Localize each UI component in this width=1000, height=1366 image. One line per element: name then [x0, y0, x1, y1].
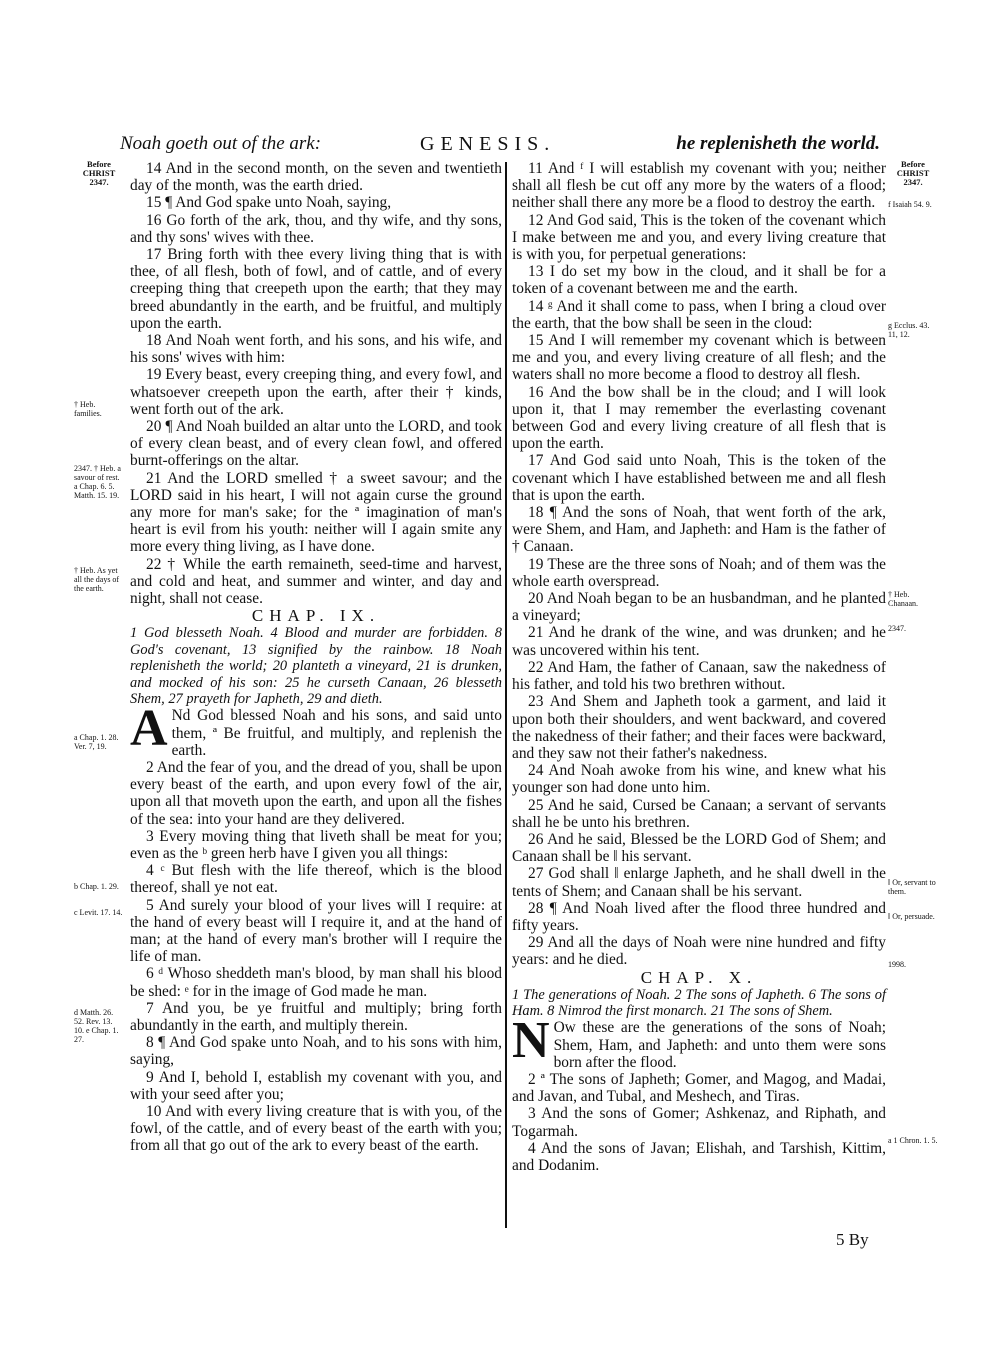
book-title: GENESIS.	[420, 133, 556, 155]
verse: 21 And he drank of the wine, and was drunken; and he was uncovered within his tent.	[512, 624, 886, 659]
verse: 15 And I will remember my covenant which is between me and you, and every living creature of all flesh; and the waters shall no more become a flood to destroy all flesh.	[512, 332, 886, 384]
margin-note: a 1 Chron. 1. 5.	[888, 1136, 938, 1145]
drop-cap: A	[130, 700, 168, 758]
chapter-summary: 1 God blesseth Noah. 4 Blood and murder are forbidden. 8 God's covenant, 13 signified by the rainbow. 18 Noah replenisheth the world; 20 planteth a vineyard, 21 is drunken, and mocked of his son: 25 he curseth Canaan, 26 blesseth Shem, 27 prayeth for Japheth, 29 and dieth.	[130, 625, 502, 707]
chapter-summary: 1 The generations of Noah. 2 The sons of Japheth. 6 The sons of Ham. 8 Nimrod the first monarch. 21 The sons of Shem.	[512, 986, 886, 1019]
verse: 14 ᵍ And it shall come to pass, when I bring a cloud over the earth, that the bow shall be seen in the cloud:	[512, 297, 886, 332]
margin-note: † Heb. families.	[74, 400, 102, 418]
verse: 20 And Noah began to be an husbandman, and he planted a vineyard;	[512, 590, 886, 625]
verse: 16 Go forth of the ark, thou, and thy wife, and thy sons, and thy sons' wives with thee.	[130, 211, 502, 246]
verse-text: Ow these are the generations of the sons of Noah; Shem, Ham, and Japheth: and unto them were sons born after the flood.	[553, 1019, 886, 1071]
header-left: Noah goeth out of the ark:	[120, 133, 322, 154]
margin-note: f Isaiah 54. 9.	[888, 200, 932, 209]
verse: 13 I do set my bow in the cloud, and it shall be for a token of a covenant between me and the earth.	[512, 263, 886, 298]
margin-note: ‖ Or, servant to them.	[888, 878, 936, 896]
margin-note: d Matth. 26. 52. Rev. 13. 10. e Chap. 1. 27.	[74, 1008, 119, 1044]
verse: 15 ¶ And God spake unto Noah, saying,	[146, 194, 392, 212]
verse: 12 And God said, This is the token of the covenant which I make between me and you, and every living creature that is with you, for perpetual generations:	[512, 211, 886, 264]
margin-note: † Heb. As yet all the days of the earth.	[74, 566, 120, 593]
verse: 16 And the bow shall be in the cloud; and I will look upon it, that I may remember the everlasting covenant between God and every living creature of all flesh that is upon the earth.	[512, 383, 886, 453]
margin-note: 2347. † Heb. a savour of rest. a Chap. 6. 5. Matth. 15. 19.	[74, 464, 121, 500]
verse: 18 ¶ And the sons of Noah, that went forth of the ark, were Shem, and Ham, and Japheth: and Ham is the father of † Canaan.	[512, 504, 886, 556]
verse: 20 ¶ And Noah builded an altar unto the LORD, and took of every clean beast, and of every clean fowl, and offered burnt-offerings on the altar.	[130, 418, 502, 470]
verse: 2 ª The sons of Japheth; Gomer, and Magog, and Madai, and Javan, and Tubal, and Meshech, and Tiras.	[512, 1070, 886, 1106]
verse: 27 God shall ‖ enlarge Japheth, and he shall dwell in the tents of Shem; and Canaan shall be his servant.	[512, 865, 886, 900]
margin-note: g Ecclus. 43. 11, 12.	[888, 321, 930, 339]
verse: 5 And surely your blood of your lives will I require: at the hand of every beast will I require it, and at the hand of man; at the hand of every man's brother will I require the life of man.	[130, 896, 502, 966]
margin-note: Before CHRIST 2347.	[896, 159, 930, 187]
verse: 28 ¶ And Noah lived after the flood three hundred and fifty years.	[512, 899, 886, 934]
verse: 23 And Shem and Japheth took a garment, and laid it upon both their shoulders, and went backward, and covered the nakedness of their father; and their faces were backward, and they saw not their father's nakedness.	[512, 693, 886, 762]
margin-note: 1998.	[888, 960, 906, 969]
verse-text: Nd God blessed Noah and his sons, and said unto them, ª Be fruitful, and multiply, and replenish the earth.	[171, 707, 502, 759]
verse: 7 And you, be ye fruitful and multiply; bring forth abundantly in the earth, and multiply therein.	[130, 999, 502, 1034]
verse: 14 And in the second month, on the seven and twentieth day of the month, was the earth dried.	[130, 160, 502, 195]
verse: 2 And the fear of you, and the dread of you, shall be upon every beast of the earth, and upon every fowl of the air, upon all that moveth upon the earth, and upon all the fishes of the sea: into your hand are they delivered.	[130, 758, 502, 828]
verse: 17 Bring forth with thee every living thing that is with thee, of all flesh, both of fowl, and of cattle, and of every creeping thing that creepeth upon the earth; that they may breed abundantly in the earth, and be fruitful, and multiply upon the earth.	[130, 246, 502, 332]
chapter-heading: CHAP. IX.	[251, 606, 381, 626]
verse: 11 And ᶠ I will establish my covenant with you; neither shall all flesh be cut off any more by the waters of a flood; neither shall there any more be a flood to destroy the earth.	[512, 160, 886, 212]
chapter-opening-verse	[512, 1012, 886, 1071]
verse: 29 And all the days of Noah were nine hundred and fifty years: and he died.	[512, 934, 886, 969]
verse: 3 And the sons of Gomer; Ashkenaz, and Riphath, and Togarmah.	[512, 1105, 886, 1140]
verse: 9 And I, behold I, establish my covenant with you, and with your seed after you;	[130, 1068, 502, 1103]
verse: 3 Every moving thing that liveth shall be meat for you; even as the ᵇ green herb have I given you all things:	[130, 827, 502, 862]
verse: 6 ᵈ Whoso sheddeth man's blood, by man shall his blood be shed: ᵉ for in the image of God made he man.	[130, 965, 502, 1000]
verse: 26 And he said, Blessed be the LORD God of Shem; and Canaan shall be ‖ his servant.	[512, 830, 886, 866]
verse: 19 These are the three sons of Noah; and of them was the whole earth overspread.	[512, 555, 886, 590]
verse: 25 And he said, Cursed be Canaan; a servant of servants shall he be unto his brethren.	[512, 796, 886, 831]
verse: 21 And the LORD smelled † a sweet savour; and the LORD said in his heart, I will not again curse the ground any more for man's sake; for the ª imagination of man's heart is evil from his youth: neither will I again smite any more every thing living, as I have done.	[130, 469, 502, 556]
header-right: he replenisheth the world.	[676, 133, 880, 154]
verse: 22 And Ham, the father of Canaan, saw the nakedness of his father, and told his two brethren without.	[512, 658, 886, 694]
margin-note: ‖ Or, persuade.	[888, 912, 935, 921]
verse: 4 And the sons of Javan; Elishah, and Tarshish, Kittim, and Dodanim.	[512, 1139, 886, 1174]
margin-note: b Chap. 1. 29.	[74, 882, 119, 891]
margin-note: 2347.	[888, 624, 906, 633]
verse: 10 And with every living creature that is with you, of the fowl, of the cattle, and of every beast of the earth with you; from all that go out of the ark to every beast of the earth.	[130, 1102, 502, 1155]
margin-note: Before CHRIST 2347.	[82, 159, 116, 187]
left-column	[130, 160, 502, 1155]
catchword: 5 By	[836, 1230, 869, 1249]
chapter-heading: CHAP. X.	[640, 967, 758, 987]
verse: 17 And God said unto Noah, This is the token of the covenant which I have established between me and all flesh that is upon the earth.	[512, 452, 886, 504]
verse: 19 Every beast, every creeping thing, and every fowl, and whatsoever creepeth upon the earth, after their † kinds, went forth out of the ark.	[130, 366, 502, 418]
margin-note: † Heb. Chanaan.	[888, 590, 918, 608]
verse: 4 ᶜ But flesh with the life thereof, which is the blood thereof, shall ye not eat.	[130, 862, 502, 897]
verse: 8 ¶ And God spake unto Noah, and to his sons with him, saying,	[130, 1034, 502, 1069]
running-header	[120, 133, 880, 157]
right-column	[512, 160, 886, 1174]
margin-note: a Chap. 1. 28. Ver. 7, 19.	[74, 733, 119, 751]
verse: 18 And Noah went forth, and his sons, and his wife, and his sons' wives with him:	[130, 332, 502, 367]
drop-cap: N	[512, 1012, 550, 1070]
verse: 24 And Noah awoke from his wine, and knew what his younger son had done unto him.	[512, 762, 886, 797]
margin-note: c Levit. 17. 14.	[74, 908, 123, 917]
verse: 22 † While the earth remaineth, seed-time and harvest, and cold and heat, and summer and winter, and day and night, shall not cease.	[130, 555, 502, 608]
chapter-opening-verse	[130, 700, 502, 759]
column-divider	[505, 162, 507, 1228]
